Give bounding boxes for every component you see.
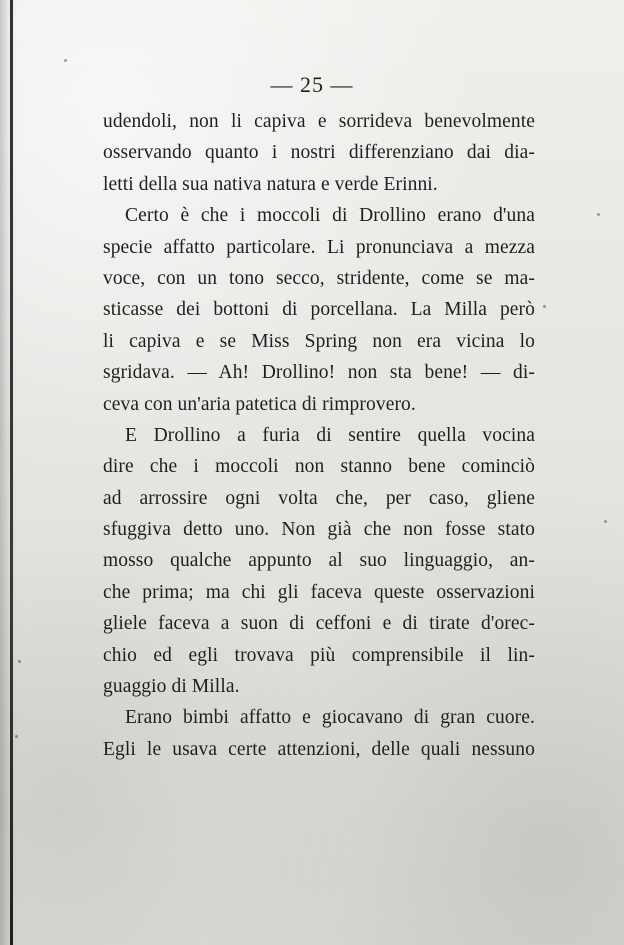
paper-speck — [64, 59, 67, 62]
text-line: Certo è che i moccoli di Drollino erano d'una — [125, 205, 535, 227]
text-line: guaggio di Milla. — [103, 676, 240, 698]
page-number: — 25 — — [270, 72, 354, 97]
text-line: specie affatto particolare. Li pronunciava a mezza — [103, 236, 535, 258]
text-line: chio ed egli trovava più comprensibile il lin- — [103, 644, 535, 666]
text-line: letti della sua nativa natura e verde Erinni. — [103, 173, 438, 195]
paper-speck — [597, 213, 600, 216]
paper-speck — [604, 520, 607, 523]
text-line: ceva con un'aria patetica di rimprovero. — [103, 393, 416, 415]
text-line: osservando quanto i nostri differenziano dai dia- — [103, 142, 535, 164]
binding-edge — [10, 0, 13, 945]
text-line: E Drollino a furia di sentire quella vocina — [125, 424, 535, 446]
text-line: gliele faceva a suon di ceffoni e di tirate d'orec- — [103, 613, 535, 635]
text-line: Erano bimbi affatto e giocavano di gran cuore. — [125, 707, 535, 729]
text-line: dire che i moccoli non stanno bene cominciò — [103, 456, 535, 478]
text-line: sgridava. — Ah! Drollino! non sta bene! — di- — [103, 362, 535, 384]
text-line: che prima; ma chi gli faceva queste osservazioni — [103, 581, 535, 603]
text-line: udendoli, non li capiva e sorrideva benevolmente — [103, 111, 535, 132]
paper-speck — [543, 305, 546, 308]
text-line: sticasse dei bottoni di porcellana. La Milla però — [103, 299, 535, 321]
binding-shadow — [0, 0, 18, 945]
paper-speck — [15, 735, 18, 738]
text-line: ad arrossire ogni volta che, per caso, gliene — [103, 487, 535, 509]
page-text — [103, 106, 535, 765]
text-line: voce, con un tono secco, stridente, come se ma- — [103, 267, 535, 289]
paper-speck — [18, 660, 21, 663]
text-line: li capiva e se Miss Spring non era vicina lo — [103, 330, 535, 352]
text-line: sfuggiva detto uno. Non già che non fosse stato — [103, 519, 535, 541]
text-line: Egli le usava certe attenzioni, delle quali nessuno — [103, 738, 535, 760]
text-line: mosso qualche appunto al suo linguaggio, an- — [103, 550, 535, 572]
